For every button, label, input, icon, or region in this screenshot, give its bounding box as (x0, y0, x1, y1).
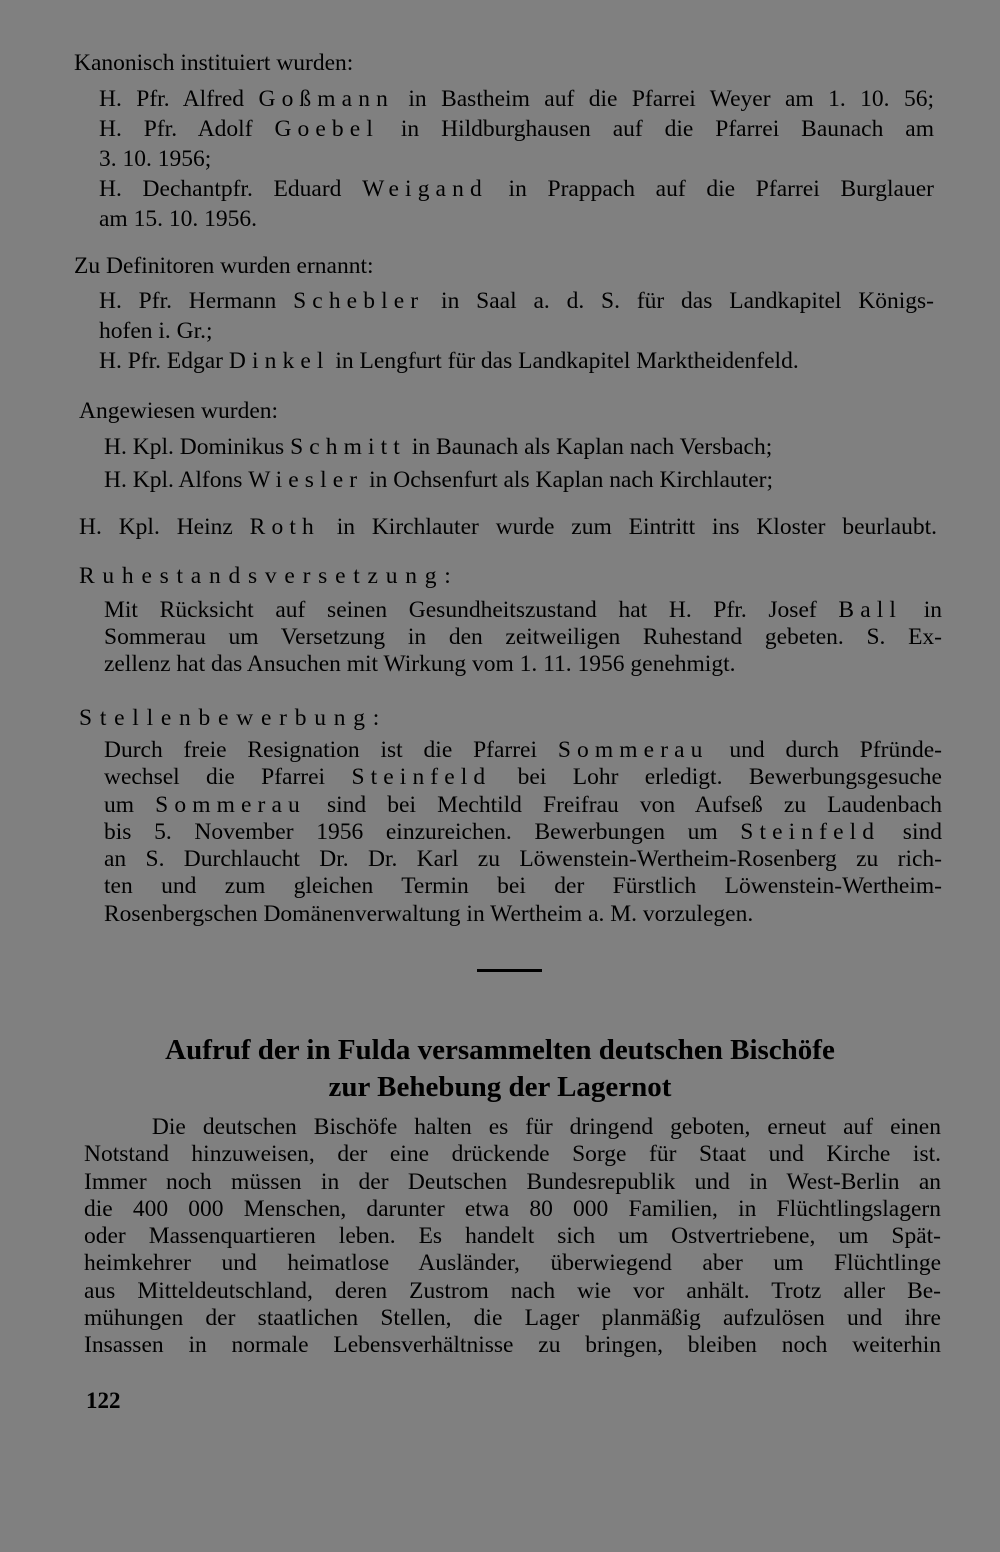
heading-ruhestand: Ruhestandsversetzung: (79, 563, 459, 589)
heading-stellenbewerbung: Stellenbewerbung: (79, 705, 388, 731)
stellen-text (104, 737, 942, 928)
text-line: wechsel die Pfarrei Steinfeld bei Lohr erledigt. Bewerbungsgesuche (104, 764, 942, 791)
spaced-name: Ball (838, 597, 903, 623)
text-line: H. Pfr. Edgar Dinkel in Lengfurt für das Landkapitel Marktheidenfeld. (99, 348, 799, 374)
spaced-name: Wiesler (248, 467, 364, 493)
entry-weigand (99, 174, 934, 234)
body-paragraph (84, 1114, 941, 1360)
entry-roth (79, 512, 937, 542)
text-line: Die deutschen Bischöfe halten es für dringend geboten, erneut auf einen (84, 1114, 941, 1140)
text-line: die 400 000 Menschen, darunter etwa 80 000 Familien, in Flüchtlingslagern (84, 1195, 941, 1222)
text-line: H. Kpl. Heinz Roth in Kirchlauter wurde zum Eintritt ins Kloster beurlaubt. (79, 514, 937, 540)
text-line: Notstand hinzuweisen, der eine drückende Sorge für Staat und Kirche ist. (84, 1141, 941, 1168)
text-line: H. Kpl. Dominikus Schmitt in Baunach als Kaplan nach Versbach; (104, 434, 773, 460)
section-divider (477, 969, 542, 972)
spaced-name: Sommerau (155, 791, 306, 818)
spaced-name: Steinfeld (740, 818, 881, 845)
title-line: Aufruf der in Fulda versammelten deutschen Bischöfe (165, 1034, 835, 1066)
text-line: aus Mitteldeutschland, deren Zustrom nach wie vor anhält. Trotz aller Be- (84, 1277, 941, 1304)
text-line: an S. Durchlaucht Dr. Dr. Karl zu Löwenstein-Wertheim-Rosenberg zu rich- (104, 846, 942, 873)
text-line: bis 5. November 1956 einzureichen. Bewerbungen um Steinfeld sind (104, 818, 942, 845)
text-line: Sommerau um Versetzung in den zeitweiligen Ruhestand gebeten. S. Ex- (104, 624, 942, 650)
entry-gossmann (99, 84, 934, 114)
text-line: Immer noch müssen in der Deutschen Bundesrepublik und in West-Berlin an (84, 1168, 941, 1195)
ruhestand-text (104, 597, 942, 678)
heading-kanonisch: Kanonisch instituiert wurden: (74, 50, 354, 76)
entry-wiesler (104, 465, 939, 495)
spaced-name: Steinfeld (351, 764, 492, 791)
spaced-name: Weigand (362, 176, 488, 202)
entry-goebel (99, 114, 934, 174)
heading-definitoren: Zu Definitoren wurden ernannt: (74, 253, 374, 279)
entry-schmitt (104, 432, 939, 462)
text-line: H. Dechantpfr. Eduard Weigand in Prappach auf die Pfarrei Burglauer (99, 176, 934, 202)
text-line: Insassen in normale Lebensverhältnisse zu bringen, bleiben noch weiterhin (84, 1332, 941, 1359)
spaced-name: Schebler (293, 288, 425, 314)
text-line: H. Pfr. Adolf Goebel in Hildburghausen auf die Pfarrei Baunach am (99, 116, 934, 142)
spaced-name: Goebel (274, 116, 379, 142)
heading-angewiesen: Angewiesen wurden: (79, 398, 279, 424)
text-line: H. Pfr. Alfred Goßmann in Bastheim auf die Pfarrei Weyer am 1. 10. 56; (99, 86, 935, 112)
text-line: mühungen der staatlichen Stellen, die Lager planmäßig aufzulösen und ihre (84, 1305, 941, 1332)
spaced-name: Sommerau (557, 737, 709, 763)
article-title (0, 1032, 1000, 1106)
page-number: 122 (86, 1388, 121, 1413)
title-line: zur Behebung der Lagernot (328, 1071, 672, 1103)
spaced-name: Schmitt (290, 434, 406, 460)
entry-schebler (99, 286, 934, 346)
text-line: heimkehrer und heimatlose Ausländer, überwiegend aber um Flüchtlinge (84, 1250, 941, 1277)
spaced-name: Dinkel (228, 348, 330, 374)
text-line: Mit Rücksicht auf seinen Gesundheitszustand hat H. Pfr. Josef Ball in (104, 597, 942, 623)
text-line: Rosenbergschen Domänenverwaltung in Wertheim a. M. vorzulegen. (104, 900, 754, 927)
spaced-name: Goßmann (258, 86, 394, 112)
spaced-name: Roth (249, 514, 320, 540)
text-line: H. Pfr. Hermann Schebler in Saal a. d. S. für das Landkapitel Königs- (99, 288, 934, 314)
text-line: ten und zum gleichen Termin bei der Fürstlich Löwenstein-Wertheim- (104, 873, 942, 900)
text-line: 3. 10. 1956; (99, 146, 212, 172)
text-line: um Sommerau sind bei Mechtild Freifrau von Aufseß zu Laudenbach (104, 791, 943, 818)
text-line: hofen i. Gr.; (99, 318, 213, 344)
text-line: H. Kpl. Alfons Wiesler in Ochsenfurt als Kaplan nach Kirchlauter; (104, 467, 773, 493)
text-line: zellenz hat das Ansuchen mit Wirkung vom 1. 11. 1956 genehmigt. (104, 651, 736, 677)
text-line: oder Massenquartieren leben. Es handelt sich um Ostvertriebene, um Spät- (84, 1223, 941, 1250)
entry-dinkel (99, 346, 934, 376)
text-line: am 15. 10. 1956. (99, 206, 257, 232)
text-line: Durch freie Resignation ist die Pfarrei Sommerau und durch Pfründe- (104, 737, 943, 763)
